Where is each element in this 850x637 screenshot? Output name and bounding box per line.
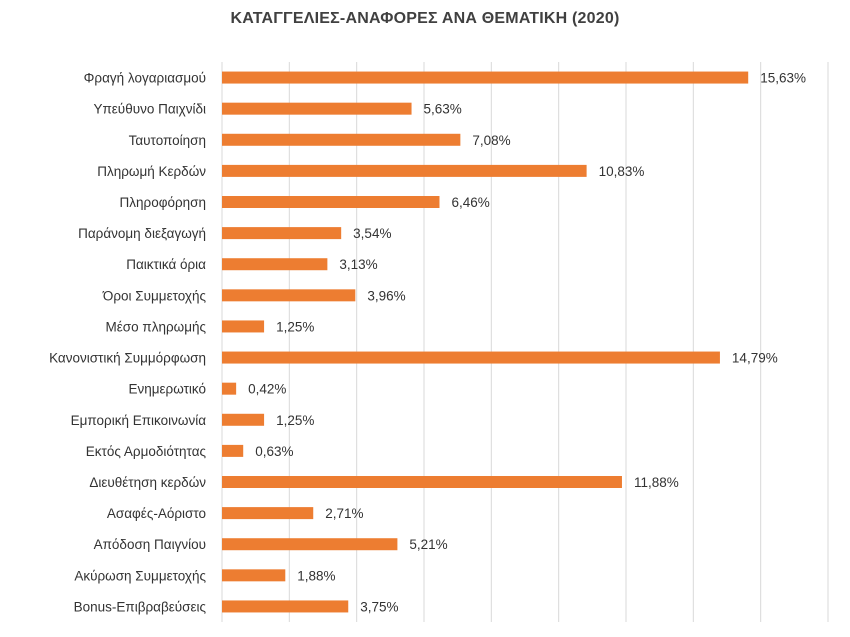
bar	[222, 445, 243, 457]
category-label: Μέσο πληρωμής	[105, 319, 206, 335]
bar	[222, 196, 439, 208]
category-label: Υπεύθυνο Παιχνίδι	[93, 101, 206, 117]
category-label: Πληροφόρηση	[119, 195, 206, 210]
bar	[222, 165, 587, 177]
data-label: 1,88%	[297, 568, 336, 584]
bar	[222, 289, 355, 301]
category-label: Εκτός Αρμοδιότητας	[85, 443, 206, 459]
data-label: 11,88%	[633, 475, 679, 490]
bar	[222, 258, 327, 270]
chart-title: ΚΑΤΑΓΓΕΛΙΕΣ-ΑΝΑΦΟΡΕΣ ΑΝΑ ΘΕΜΑΤΙΚΗ (2020)	[230, 10, 620, 27]
bar	[222, 538, 397, 550]
data-label: 3,75%	[360, 599, 399, 615]
bar	[222, 134, 460, 146]
data-label: 5,21%	[409, 537, 448, 553]
data-label: 1,25%	[276, 412, 315, 428]
data-label: 1,25%	[276, 319, 315, 335]
bar	[222, 320, 264, 332]
category-label: Ασαφές-Αόριστο	[106, 506, 206, 522]
category-label: Παικτικά όρια	[126, 257, 206, 273]
data-label: 3,96%	[367, 288, 406, 304]
grid-lines	[222, 62, 828, 622]
category-label: Κανονιστική Συμμόρφωση	[49, 350, 206, 366]
bar	[222, 227, 341, 239]
category-label: Ακύρωση Συμμετοχής	[74, 568, 206, 584]
data-label: 5,63%	[423, 101, 462, 117]
category-label: Πληρωμή Κερδών	[97, 163, 206, 179]
category-label: Φραγή λογαριασμού	[83, 70, 206, 86]
bar	[222, 103, 412, 115]
value-labels	[248, 71, 806, 615]
bar	[222, 383, 236, 395]
category-label: Απόδοση Παιγνίου	[93, 537, 206, 553]
bar	[222, 72, 748, 84]
bar	[222, 476, 622, 488]
data-label: 3,54%	[353, 226, 392, 242]
bar	[222, 352, 720, 364]
bar	[222, 414, 264, 426]
data-label: 0,42%	[248, 381, 287, 397]
bar	[222, 569, 285, 581]
category-label: Παράνομη διεξαγωγή	[78, 226, 206, 242]
category-label: Ενημερωτικό	[128, 381, 206, 397]
data-label: 10,83%	[598, 163, 645, 179]
bars	[222, 72, 748, 613]
bar	[222, 507, 313, 519]
category-labels	[49, 71, 206, 615]
category-label: Bonus-Επιβραβεύσεις	[73, 599, 206, 615]
category-label: Διευθέτηση κερδών	[89, 475, 206, 490]
category-label: Εμπορική Επικοινωνία	[70, 412, 206, 428]
data-label: 3,13%	[339, 257, 378, 273]
data-label: 15,63%	[760, 70, 807, 86]
data-label: 14,79%	[731, 350, 778, 366]
bar	[222, 600, 348, 612]
category-label: Όροι Συμμετοχής	[102, 288, 206, 304]
data-label: 6,46%	[451, 195, 490, 210]
data-label: 0,63%	[255, 443, 294, 459]
category-label: Ταυτοποίηση	[128, 132, 206, 148]
data-label: 2,71%	[325, 506, 364, 522]
data-label: 7,08%	[472, 132, 511, 148]
